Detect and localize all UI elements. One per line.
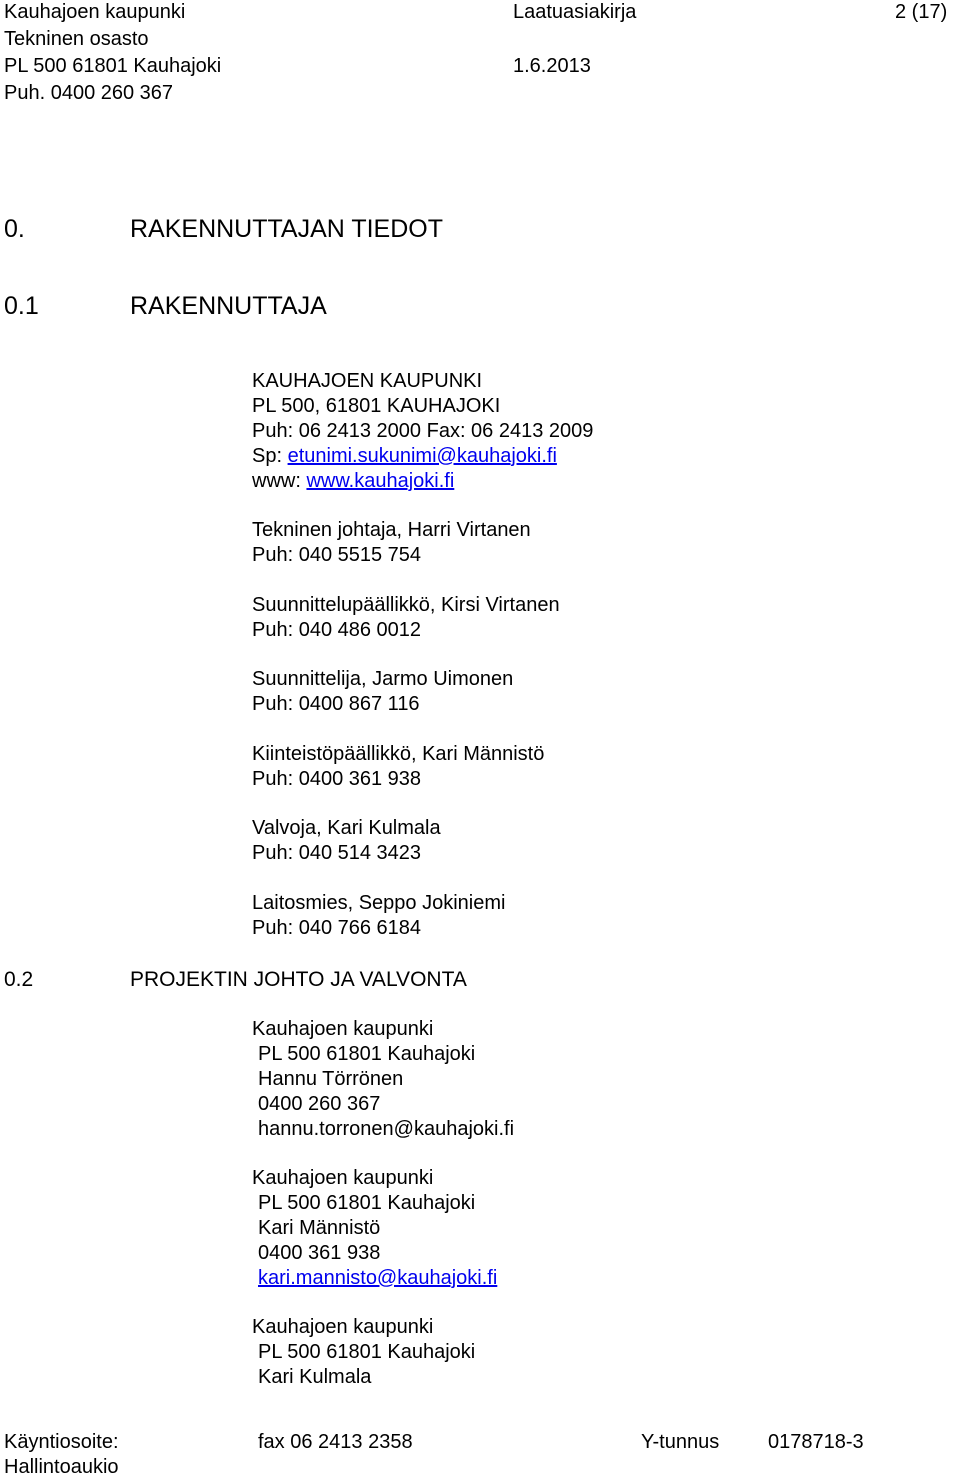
contact-phone: Puh: 040 514 3423: [252, 842, 422, 864]
builder-www-link[interactable]: www.kauhajoki.fi: [306, 470, 455, 492]
header-org: Kauhajoen kaupunki: [4, 1, 186, 23]
entry-address: PL 500 61801 Kauhajoki: [258, 1341, 476, 1363]
builder-info: [252, 369, 593, 494]
www-prefix: www:: [252, 470, 307, 492]
project-entry: [252, 1315, 475, 1390]
contact-role: Suunnittelupäällikkö, Kirsi Virtanen: [252, 593, 560, 616]
header-date: 1.6.2013: [513, 55, 591, 77]
contact-role: Tekninen johtaja, Harri Virtanen: [252, 519, 531, 541]
section-0-title: RAKENNUTTAJAN TIEDOT: [130, 215, 443, 243]
header-page: 2 (17): [895, 1, 948, 23]
email-prefix: Sp:: [252, 445, 288, 467]
contact-item: [252, 667, 560, 742]
builder-www-line: [252, 469, 593, 494]
contact-item: [252, 891, 560, 966]
builder-email-line: [252, 444, 593, 469]
contact-item: [252, 518, 560, 593]
contact-phone: Puh: 0400 361 938: [252, 767, 422, 790]
contact-phone: Puh: 040 486 0012: [252, 618, 422, 641]
entry-phone: 0400 260 367: [258, 1093, 381, 1115]
entry-phone: 0400 361 938: [258, 1242, 381, 1264]
entry-org: Kauhajoen kaupunki: [252, 1018, 434, 1040]
entry-org: Kauhajoen kaupunki: [252, 1167, 434, 1189]
footer-ytunnus-value: 0178718-3: [768, 1431, 864, 1453]
project-entry: [252, 1017, 514, 1142]
section-01-title: RAKENNUTTAJA: [130, 292, 327, 320]
entry-address: PL 500 61801 Kauhajoki: [258, 1192, 476, 1214]
entry-name: Kari Männistö: [258, 1217, 381, 1239]
contact-role: Laitosmies, Seppo Jokiniemi: [252, 891, 506, 914]
builder-email-link[interactable]: etunimi.sukunimi@kauhajoki.fi: [287, 445, 557, 467]
footer-visit-label: Käyntiosoite:: [4, 1431, 119, 1453]
contact-role: Valvoja, Kari Kulmala: [252, 817, 441, 839]
header-phone: Puh. 0400 260 367: [4, 82, 174, 104]
contact-item: [252, 593, 560, 668]
builder-phones: Puh: 06 2413 2000 Fax: 06 2413 2009: [252, 420, 594, 442]
entry-email: hannu.torronen@kauhajoki.fi: [258, 1118, 515, 1140]
contact-item: [252, 816, 560, 891]
entry-email-link[interactable]: kari.mannisto@kauhajoki.fi: [258, 1267, 498, 1289]
contact-item: [252, 742, 560, 817]
section-02-title: PROJEKTIN JOHTO JA VALVONTA: [130, 968, 467, 991]
contact-role: Kiinteistöpäällikkö, Kari Männistö: [252, 742, 545, 765]
footer-fax: fax 06 2413 2358: [258, 1431, 413, 1453]
entry-name: Hannu Törrönen: [258, 1068, 404, 1090]
contact-phone: Puh: 040 5515 754: [252, 544, 422, 566]
contact-list: [252, 518, 560, 965]
section-0-number: 0.: [4, 215, 25, 243]
contact-role: Suunnittelija, Jarmo Uimonen: [252, 668, 514, 690]
project-entry: [252, 1166, 497, 1291]
builder-address: PL 500, 61801 KAUHAJOKI: [252, 395, 501, 417]
contact-phone: Puh: 040 766 6184: [252, 916, 422, 939]
entry-name: Kari Kulmala: [258, 1366, 372, 1388]
entry-address: PL 500 61801 Kauhajoki: [258, 1043, 476, 1065]
header-dept: Tekninen osasto: [4, 28, 149, 50]
section-01-number: 0.1: [4, 292, 39, 320]
contact-phone: Puh: 0400 867 116: [252, 693, 420, 715]
entry-org: Kauhajoen kaupunki: [252, 1316, 434, 1338]
entry-email-line: [252, 1266, 497, 1291]
footer-ytunnus-label: Y-tunnus: [641, 1431, 720, 1453]
header-doc-type: Laatuasiakirja: [513, 1, 637, 23]
section-02-number: 0.2: [4, 968, 34, 991]
footer-visit-value: Hallintoaukio: [4, 1456, 119, 1478]
builder-org-name: KAUHAJOEN KAUPUNKI: [252, 370, 483, 392]
header-address: PL 500 61801 Kauhajoki: [4, 55, 222, 77]
